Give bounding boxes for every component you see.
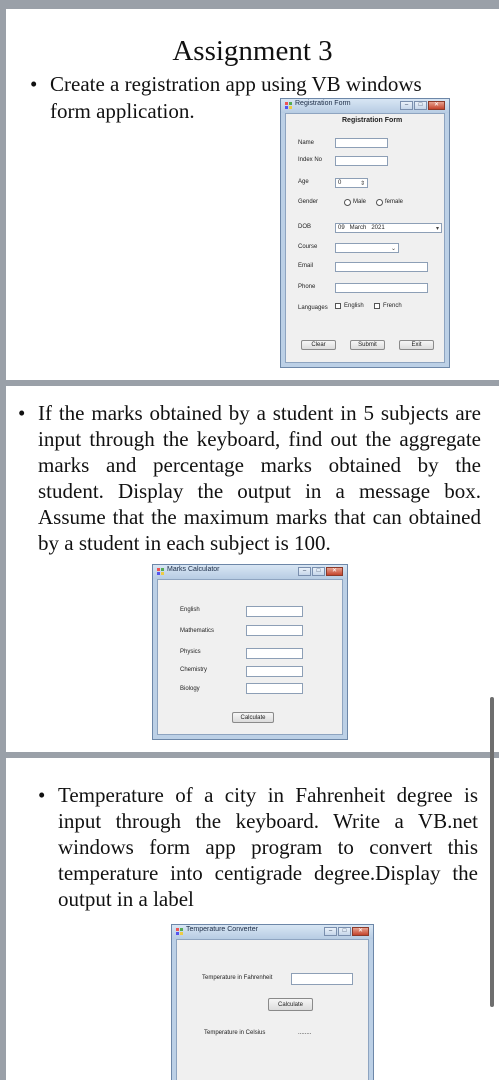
form-client-area	[157, 579, 343, 735]
course-select[interactable]	[335, 243, 399, 253]
label-course: Course	[298, 244, 318, 250]
slide-assignment	[6, 9, 499, 380]
bullet-dot: •	[38, 783, 46, 807]
app-icon	[176, 928, 183, 935]
window-controls	[400, 101, 445, 110]
label-index: Index No	[298, 157, 323, 163]
chevron-down-icon[interactable]: ⌄	[390, 246, 396, 252]
name-input[interactable]	[335, 138, 388, 148]
calculate-button[interactable]: Calculate	[268, 998, 313, 1011]
slide-title: Assignment 3	[172, 35, 333, 67]
maximize-icon[interactable]: □	[312, 567, 325, 576]
bullet-dot: •	[18, 401, 26, 425]
checkbox-french-label: French	[383, 303, 402, 309]
window-titlebar	[281, 99, 449, 113]
window-titlebar	[172, 925, 373, 939]
label-name: Name	[298, 140, 315, 146]
celsius-output: ........	[298, 1030, 312, 1036]
minimize-icon[interactable]: –	[324, 927, 337, 936]
registration-form-window	[280, 98, 450, 368]
app-icon	[285, 102, 292, 109]
label-languages: Languages	[298, 305, 328, 311]
window-titlebar	[153, 565, 347, 579]
window-controls	[298, 567, 343, 576]
mathematics-input[interactable]	[246, 625, 303, 636]
bullet-text: If the marks obtained by a student in 5 subjects are input through the keyboard, find out the aggregate marks and percentage marks obtained by the student. Display the output in a message box. Assume that the maximum marks that can obtained by a student in each subject is 100.	[38, 401, 481, 555]
minimize-icon[interactable]: –	[400, 101, 413, 110]
label-gender: Gender	[298, 199, 319, 205]
radio-male[interactable]	[344, 199, 351, 206]
phone-input[interactable]	[335, 283, 428, 293]
maximize-icon[interactable]: □	[414, 101, 427, 110]
dob-picker[interactable]	[335, 223, 442, 233]
label-phone: Phone	[298, 284, 316, 290]
close-icon[interactable]: ✕	[326, 567, 343, 576]
label-email: Email	[298, 263, 314, 269]
bullet-text: Create a registration app using VB windows form application.	[50, 72, 422, 123]
biology-input[interactable]	[246, 683, 303, 694]
label-celsius: Temperature in Celsius	[204, 1030, 266, 1036]
checkbox-french[interactable]	[374, 303, 380, 309]
label-english: English	[180, 607, 200, 613]
window-controls	[324, 927, 369, 936]
app-icon	[157, 568, 164, 575]
bullet-text: Temperature of a city in Fahrenheit degree is input through the keyboard. Write a VB.net windows form app program to convert this temperature into centigrade degree.Display the output in a label	[58, 783, 478, 911]
minimize-icon[interactable]: –	[298, 567, 311, 576]
slide-temperature	[6, 758, 499, 1080]
close-icon[interactable]: ✕	[428, 101, 445, 110]
label-age: Age	[298, 179, 309, 185]
maximize-icon[interactable]: □	[338, 927, 351, 936]
label-biology: Biology	[180, 686, 200, 692]
checkbox-english[interactable]	[335, 303, 341, 309]
clear-button[interactable]: Clear	[301, 340, 336, 350]
label-chemistry: Chemistry	[180, 667, 208, 673]
bullet-dot: •	[30, 72, 38, 96]
english-input[interactable]	[246, 606, 303, 617]
radio-female[interactable]	[376, 199, 383, 206]
marks-calculator-window	[152, 564, 348, 740]
index-input[interactable]	[335, 156, 388, 166]
scrollbar[interactable]	[490, 697, 494, 1007]
label-mathematics: Mathematics	[180, 628, 215, 634]
stepper-arrows-icon[interactable]: ⇕	[359, 181, 365, 187]
calendar-dropdown-icon[interactable]: ▾	[435, 226, 439, 232]
fahrenheit-input[interactable]	[291, 973, 353, 985]
submit-button[interactable]: Submit	[350, 340, 385, 350]
checkbox-english-label: English	[344, 303, 364, 309]
age-stepper[interactable]	[335, 178, 368, 188]
chemistry-input[interactable]	[246, 666, 303, 677]
slide-marks	[6, 386, 499, 752]
window-title: Registration Form	[295, 100, 351, 107]
email-input[interactable]	[335, 262, 428, 272]
form-heading: Registration Form	[342, 117, 403, 124]
label-dob: DOB	[298, 224, 312, 230]
radio-female-label: female	[385, 199, 404, 205]
form-client-area	[285, 113, 445, 363]
form-client-area	[176, 939, 369, 1080]
exit-button[interactable]: Exit	[399, 340, 434, 350]
label-physics: Physics	[180, 649, 201, 655]
window-title: Temperature Converter	[186, 926, 258, 933]
window-title: Marks Calculator	[167, 566, 220, 573]
label-fahrenheit: Temperature in Fahrenheit	[202, 975, 273, 981]
calculate-button[interactable]: Calculate	[232, 712, 274, 723]
temperature-converter-window	[171, 924, 374, 1080]
radio-male-label: Male	[353, 199, 367, 205]
age-value: 0	[338, 180, 342, 186]
close-icon[interactable]: ✕	[352, 927, 369, 936]
dob-value: 09 March 2021	[338, 225, 385, 231]
physics-input[interactable]	[246, 648, 303, 659]
